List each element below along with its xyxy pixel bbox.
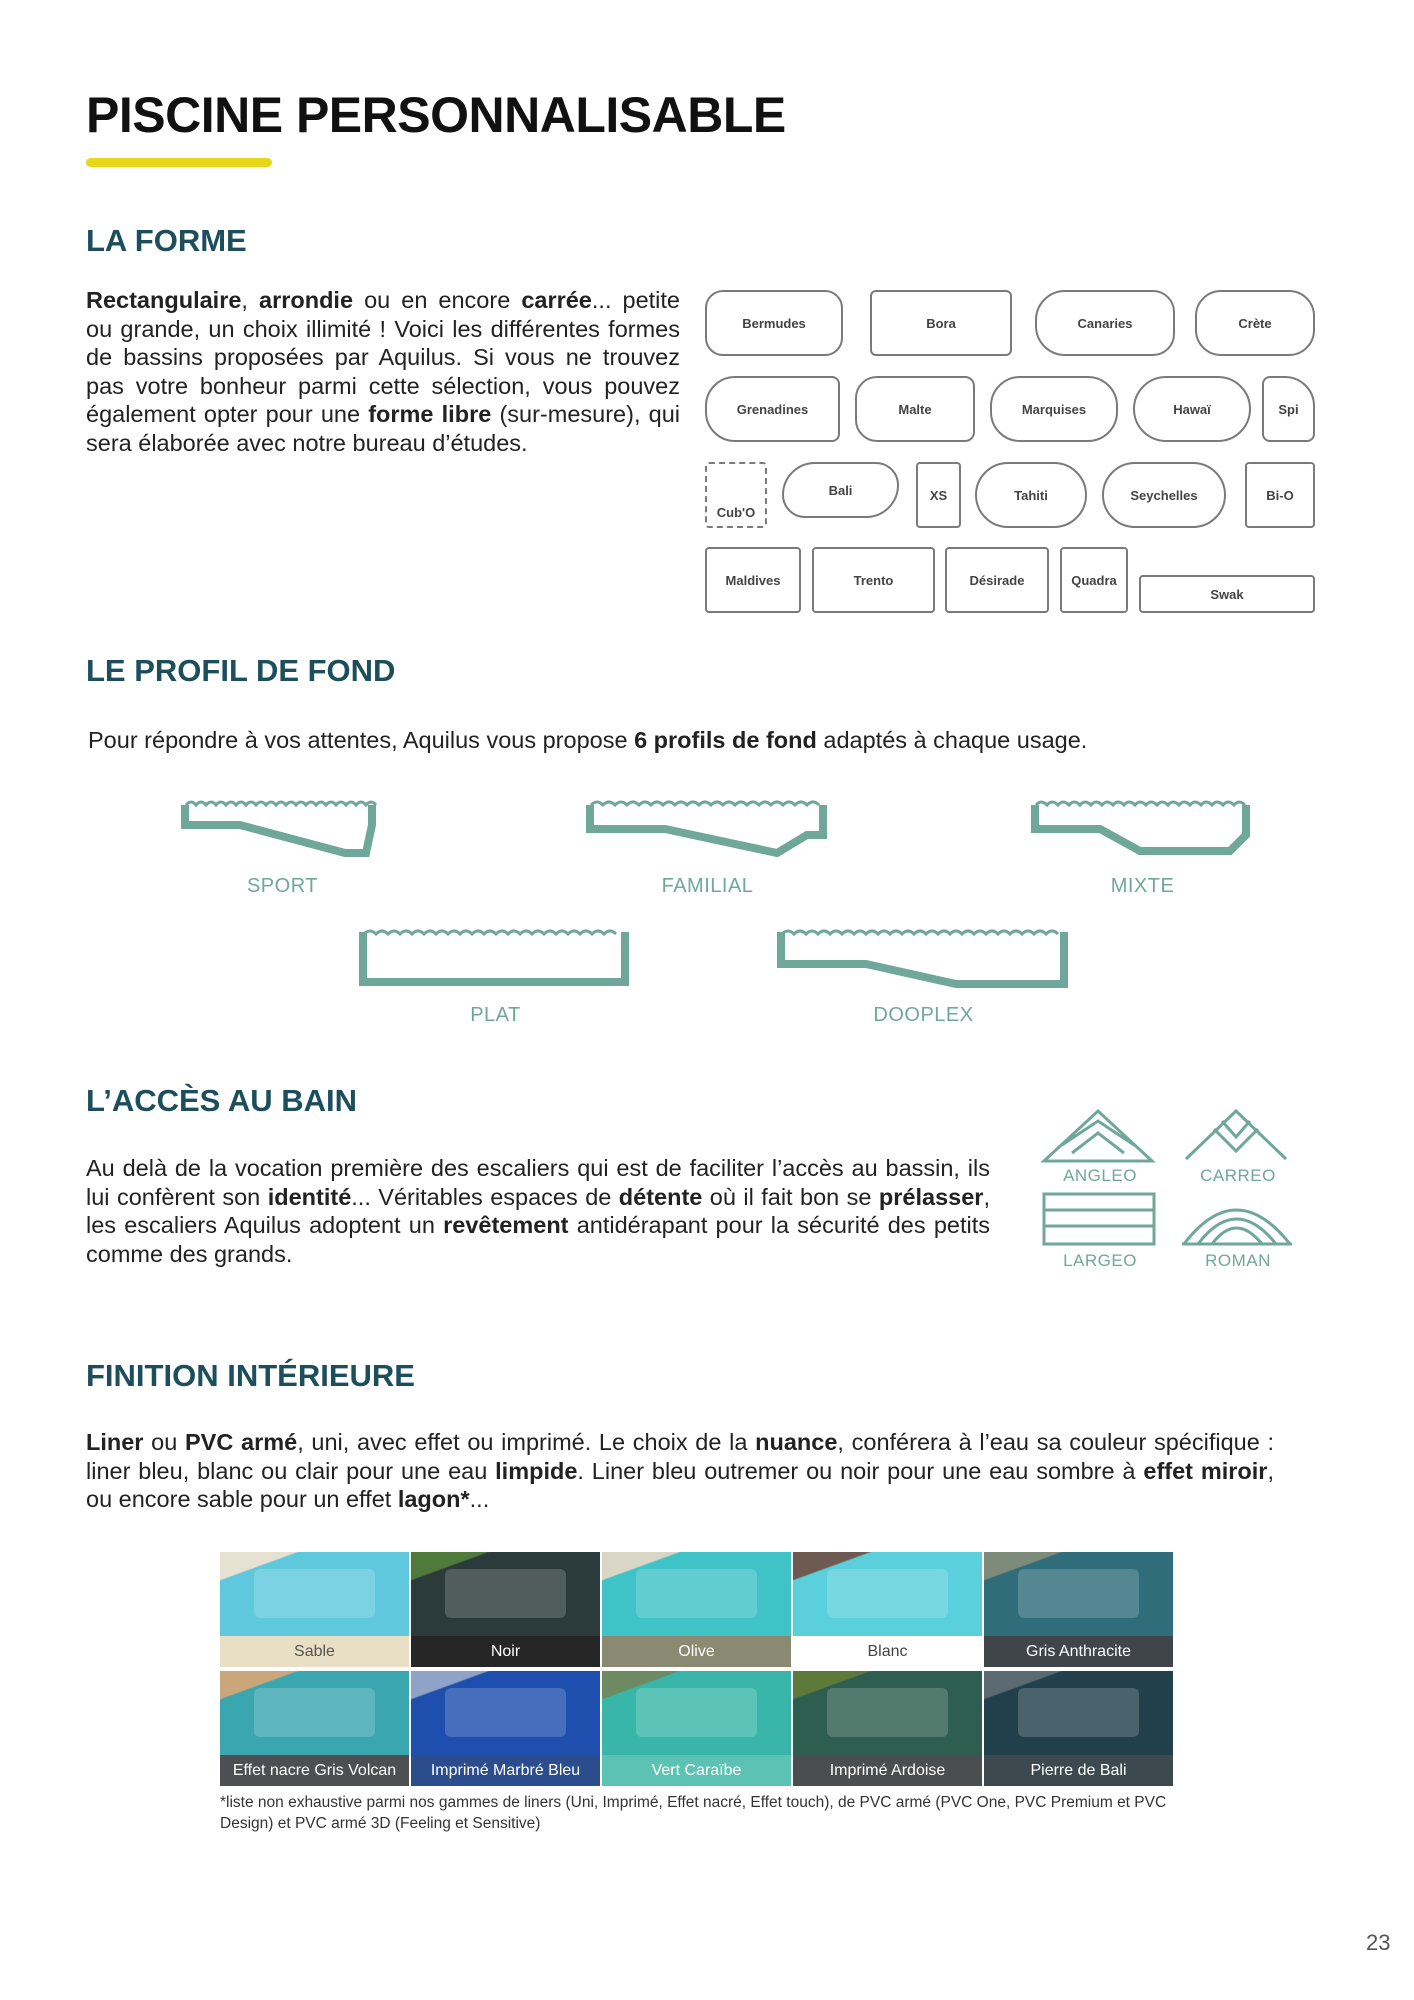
liner-swatch: [602, 1671, 791, 1786]
shape-grenadines: Grenadines: [705, 376, 840, 442]
shape-canaries: Canaries: [1035, 290, 1175, 356]
liner-swatch-grid: [220, 1552, 1176, 1786]
profile-label-familial: FAMILIAL: [661, 875, 754, 897]
liner-swatch: [984, 1671, 1173, 1786]
shape-hawai: Hawaï: [1133, 376, 1251, 442]
title-underline: [86, 158, 272, 167]
shape-seychelles: Seychelles: [1102, 462, 1226, 528]
liner-photo: [984, 1671, 1173, 1755]
shape-malte: Malte: [855, 376, 975, 442]
shape-spi: Spi: [1262, 376, 1315, 442]
profile-label-sport: SPORT: [246, 875, 319, 897]
liner-label: Pierre de Bali: [984, 1755, 1173, 1786]
shape-xs: XS: [916, 462, 961, 528]
stair-label-roman: ROMAN: [1205, 1251, 1271, 1270]
finition-paragraph: Liner ou PVC armé, uni, avec effet ou imprimé. Le choix de la nuance, conférera à l’eau sa couleur spécifique : liner bleu, blanc ou clair pour une eau limpide. Liner bleu outremer ou noir pour une eau sombre à effet miroir, ou encore sable pour un effet lagon*...: [86, 1429, 1275, 1512]
liner-swatch: [793, 1552, 982, 1667]
liner-label: Imprimé Marbré Bleu: [411, 1755, 600, 1786]
acces-paragraph: Au delà de la vocation première des escaliers qui est de faciliter l’accès au bassin, ils lui confèrent son identité... Véritables espaces de détente où il fait bon se prélasser, les escaliers Aquilus adoptent un revêtement antidérapant pour la sécurité des petits comme des grands.: [86, 1155, 990, 1267]
profile-label-dooplex: DOOPLEX: [873, 1004, 974, 1026]
shape-bora: Bora: [870, 290, 1012, 356]
stair-carreo-icon: [1178, 1105, 1298, 1165]
profile-sport-diagram: [180, 795, 385, 865]
liner-photo: [602, 1552, 791, 1636]
liner-label: Noir: [411, 1636, 600, 1667]
liner-swatch: [220, 1671, 409, 1786]
shape-bio: Bi-O: [1245, 462, 1315, 528]
liner-label: Sable: [220, 1636, 409, 1667]
liner-label: Vert Caraïbe: [602, 1755, 791, 1786]
liner-label: Olive: [602, 1636, 791, 1667]
shape-desirade: Désirade: [945, 547, 1049, 613]
shape-bali: Bali: [782, 462, 899, 518]
section-heading-profil: LE PROFIL DE FOND: [86, 653, 396, 688]
pool-shapes-diagram: [705, 285, 1315, 620]
shape-quadra: Quadra: [1060, 547, 1128, 613]
liner-label: Gris Anthracite: [984, 1636, 1173, 1667]
liner-label: Effet nacre Gris Volcan: [220, 1755, 409, 1786]
profile-mixte-diagram: [1030, 795, 1255, 865]
liner-label: Blanc: [793, 1636, 982, 1667]
stair-angleo-icon: [1040, 1105, 1160, 1165]
stair-largeo-icon: [1040, 1190, 1160, 1248]
liner-swatch: [411, 1671, 600, 1786]
liner-swatch: [411, 1552, 600, 1667]
shape-trento: Trento: [812, 547, 935, 613]
liner-label: Imprimé Ardoise: [793, 1755, 982, 1786]
liner-photo: [602, 1671, 791, 1755]
page-title: PISCINE PERSONNALISABLE: [86, 87, 786, 143]
liner-photo: [411, 1671, 600, 1755]
liner-photo: [220, 1552, 409, 1636]
section-heading-finition: FINITION INTÉRIEURE: [86, 1358, 415, 1393]
stair-label-carreo: CARREO: [1200, 1166, 1276, 1185]
profile-dooplex-diagram: [776, 922, 1071, 992]
shape-maldives: Maldives: [705, 547, 801, 613]
liner-photo: [793, 1671, 982, 1755]
shape-cubo: Cub'O: [705, 462, 767, 528]
profile-label-mixte: MIXTE: [1110, 875, 1175, 897]
stair-label-angleo: ANGLEO: [1063, 1166, 1137, 1185]
liner-swatch: [602, 1552, 791, 1667]
liner-swatch: [793, 1671, 982, 1786]
liner-photo: [411, 1552, 600, 1636]
forme-paragraph: Rectangulaire, arrondie ou en encore carrée... petite ou grande, un choix illimité ! Voici les différentes formes de bassins proposées par Aquilus. Si vous ne trouvez pas votre bonheur parmi cette sélection, vous pouvez également opter pour une forme libre (sur-mesure), qui sera élaborée avec notre bureau d’études.: [86, 287, 681, 456]
liner-footnote: *liste non exhaustive parmi nos gammes de liners (Uni, Imprimé, Effet nacré, Effet touch), de PVC armé (PVC One, PVC Premium et PVC Design) et PVC armé 3D (Feeling et Sensitive): [220, 1794, 1167, 1832]
liner-photo: [220, 1671, 409, 1755]
shape-crete: Crète: [1195, 290, 1315, 356]
section-heading-acces: L’ACCÈS AU BAIN: [86, 1083, 357, 1118]
stair-roman-icon: [1178, 1190, 1298, 1248]
liner-swatch: [984, 1552, 1173, 1667]
shape-swak: Swak: [1139, 575, 1315, 613]
profil-paragraph: Pour répondre à vos attentes, Aquilus vous propose 6 profils de fond adaptés à chaque usage.: [88, 727, 1088, 753]
stair-label-largeo: LARGEO: [1063, 1251, 1137, 1270]
profile-label-plat: PLAT: [470, 1004, 521, 1026]
shape-marquises: Marquises: [990, 376, 1118, 442]
liner-swatch: [220, 1552, 409, 1667]
liner-photo: [793, 1552, 982, 1636]
liner-photo: [984, 1552, 1173, 1636]
profile-plat-diagram: [358, 922, 633, 992]
section-heading-forme: LA FORME: [86, 223, 247, 258]
profile-familial-diagram: [585, 795, 830, 865]
page-number: 23: [1366, 1930, 1391, 1955]
shape-bermudes: Bermudes: [705, 290, 843, 356]
shape-tahiti: Tahiti: [975, 462, 1087, 528]
